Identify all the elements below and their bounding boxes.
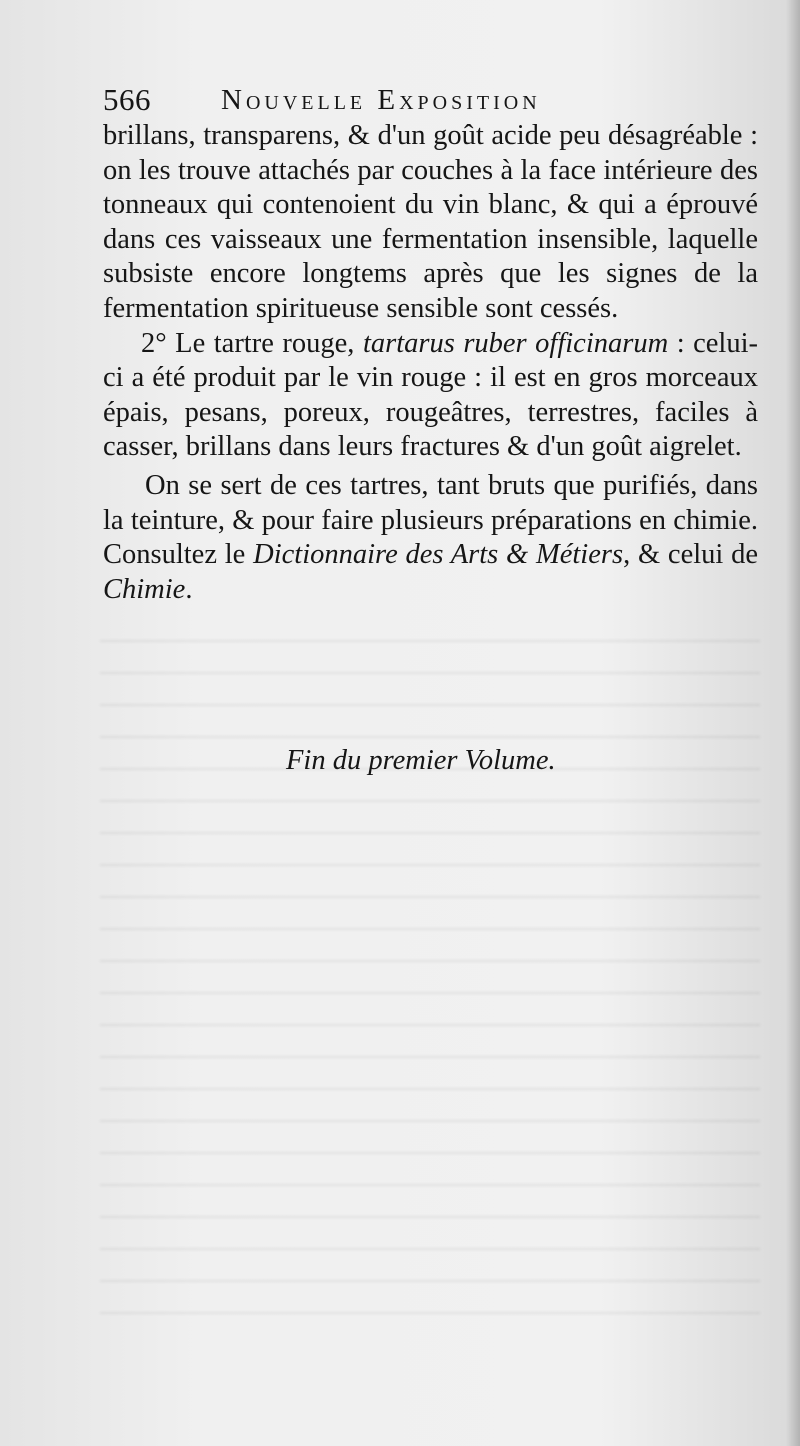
reference-chimie: Chimie (103, 573, 186, 605)
body-text (103, 119, 758, 607)
running-title: Nouvelle Exposition (221, 84, 541, 116)
latin-term: tartarus ruber officinarum (362, 327, 669, 359)
closing-line: Fin du premier Volume. (286, 745, 556, 776)
paragraph-3: On se sert de ces tartres, tant bruts que purifiés, dans la teinture, & pour faire plusieurs préparations en chimie. Consultez le Dictionnaire des Arts & Métiers, & celui de Chimie. (103, 469, 758, 605)
running-header (103, 80, 663, 120)
page-edge-shadow (786, 0, 800, 1446)
page-number: 566 (103, 82, 151, 117)
paragraph-1: brillans, transparens, & d'un goût acide peu désagréable : on les trouve attachés par couches à la face intérieure des tonneaux qui contenoient du vin blanc, & qui a éprouvé dans ces vaisseaux une fermentation insensible, laquelle subsiste encore longtems après que les signes de la fermentation spiritueuse sensible sont cessés. (103, 120, 758, 324)
paragraph-2: 2° Le tartre rouge, tartarus ruber officinarum : celui-ci a été produit par le vin rouge : il est en gros morceaux épais, pesans, poreux, rougeâtres, terrestres, faciles à casser, brillans dans leurs fractures & d'un goût aigrelet. (103, 327, 759, 463)
reference-dictionary: Dictionnaire des Arts & Métiers (253, 539, 624, 571)
